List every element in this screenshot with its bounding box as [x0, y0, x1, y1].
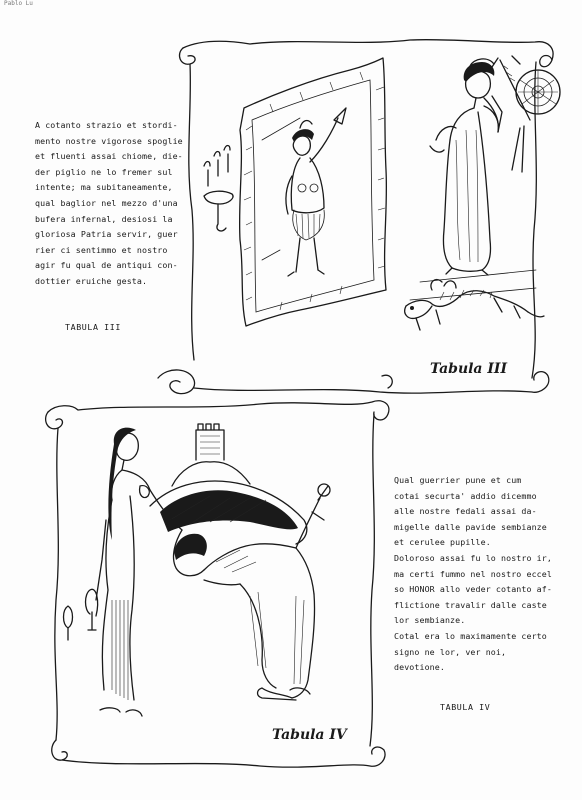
caption-tabula-iii: TABULA III	[65, 322, 121, 332]
text-block-tabula-iv: Qual guerrier pune et cum cotai securta' addio dicemmo alle nostre fedali assai da- migelle dalle pavide sembianze et cerulee pupille. Doloroso assai fu lo nostro ir, ma certi fummo nel nostro eccel so HONOR allo veder cotanto af- flictione travalir dalle caste lor sembianze. Cotal era lo maximamente certo signo ne lor, ver noi, devotione.	[394, 475, 552, 673]
caption-tabula-iv: TABULA IV	[440, 702, 491, 712]
scroll-illustration-tabula-iii	[158, 40, 560, 394]
text-block-tabula-iii: A cotanto strazio et stordi- mento nostre vigorose spoglie et fluenti assai chiome, die- der piglio ne lo fremer sul intente; ma subitaneamente, qual baglior nel mezzo d'una bufera infernal, desiosi la gloriosa Patria servir, guer rier ci sentimmo et nostro agir fu qual de antiqui con- dottier eruiche gesta.	[35, 120, 183, 286]
scroll-illustration-tabula-iv	[46, 401, 389, 767]
corner-mark: Pablo Lu	[4, 0, 33, 7]
scroll-label-tabula-iii: Tabula III	[430, 361, 508, 377]
scroll-label-tabula-iv: Tabula IV	[272, 727, 347, 743]
